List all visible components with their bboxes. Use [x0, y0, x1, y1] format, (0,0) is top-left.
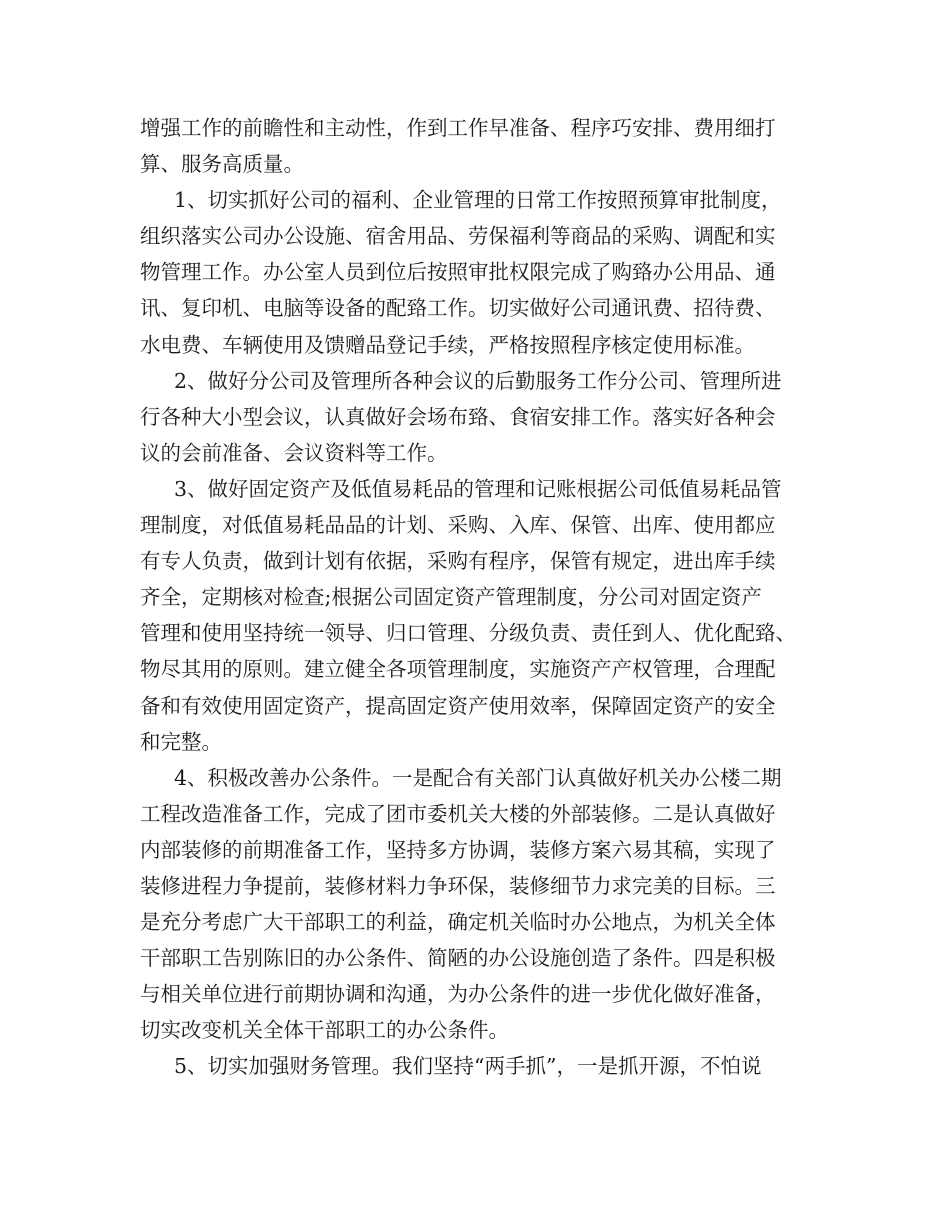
text-line: 讯、复印机、电脑等设备的配臵工作。切实做好公司通讯费、招待费、 — [140, 296, 776, 321]
text-line: 管理和使用坚持统一领导、归口管理、分级负责、责任到人、优化配臵、 — [140, 621, 796, 646]
text-line: 物管理工作。办公室人员到位后按照审批权限完成了购臵办公用品、通 — [140, 260, 776, 285]
text-line: 备和有效使用固定资产，提高固定资产使用效率，保障固定资产的安全 — [140, 693, 776, 718]
text-line: 理制度，对低值易耗品品的计划、采购、入库、保管、出库、使用都应 — [140, 513, 776, 538]
text-line: 和完整。 — [140, 729, 222, 754]
text-line: 干部职工告别陈旧的办公条件、简陋的办公设施创造了条件。四是积极 — [140, 946, 776, 971]
text-line: 装修进程力争提前，装修材料力争环保，装修细节力求完美的目标。三 — [140, 873, 776, 898]
text-line: 是充分考虑广大干部职工的利益，确定机关临时办公地点，为机关全体 — [140, 910, 776, 935]
text-line: 4、积极改善办公条件。一是配合有关部门认真做好机关办公楼二期 — [174, 765, 782, 790]
text-line: 水电费、车辆使用及馈赠品登记手续，严格按照程序核定使用标准。 — [140, 332, 755, 357]
text-line: 算、服务高质量。 — [140, 152, 304, 177]
text-line: 增强工作的前瞻性和主动性，作到工作早准备、程序巧安排、费用细打 — [140, 116, 776, 140]
text-line: 2、做好分公司及管理所各种会议的后勤服务工作分公司、管理所进 — [174, 368, 782, 393]
text-line: 工程改造准备工作，完成了团市委机关大楼的外部装修。二是认真做好 — [140, 801, 776, 826]
text-line: 齐全，定期核对检查;根据公司固定资产管理制度，分公司对固定资产 — [140, 585, 762, 610]
text-line: 行各种大小型会议，认真做好会场布臵、食宿安排工作。落实好各种会 — [140, 404, 776, 429]
text-line: 1、切实抓好公司的福利、企业管理的日常工作按照预算审批制度， — [174, 188, 782, 213]
text-line: 切实改变机关全体干部职工的办公条件。 — [140, 1018, 509, 1043]
text-line: 有专人负责，做到计划有依据，采购有程序，保管有规定，进出库手续 — [140, 549, 776, 574]
text-line: 内部装修的前期准备工作，坚持多方协调，装修方案六易其稿，实现了 — [140, 837, 776, 862]
text-line: 5、切实加强财务管理。我们坚持“两手抓”，一是抓开源，不怕说 — [174, 1054, 762, 1079]
text-line: 议的会前准备、会议资料等工作。 — [140, 440, 448, 465]
text-line: 与相关单位进行前期协调和沟通，为办公条件的进一步优化做好准备， — [140, 982, 776, 1007]
text-line: 组织落实公司办公设施、宿舍用品、劳保福利等商品的采购、调配和实 — [140, 224, 776, 249]
document-body — [140, 110, 820, 1085]
text-line: 物尽其用的原则。建立健全各项管理制度，实施资产产权管理，合理配 — [140, 657, 776, 682]
text-line: 3、做好固定资产及低值易耗品的管理和记账根据公司低值易耗品管 — [174, 476, 782, 501]
